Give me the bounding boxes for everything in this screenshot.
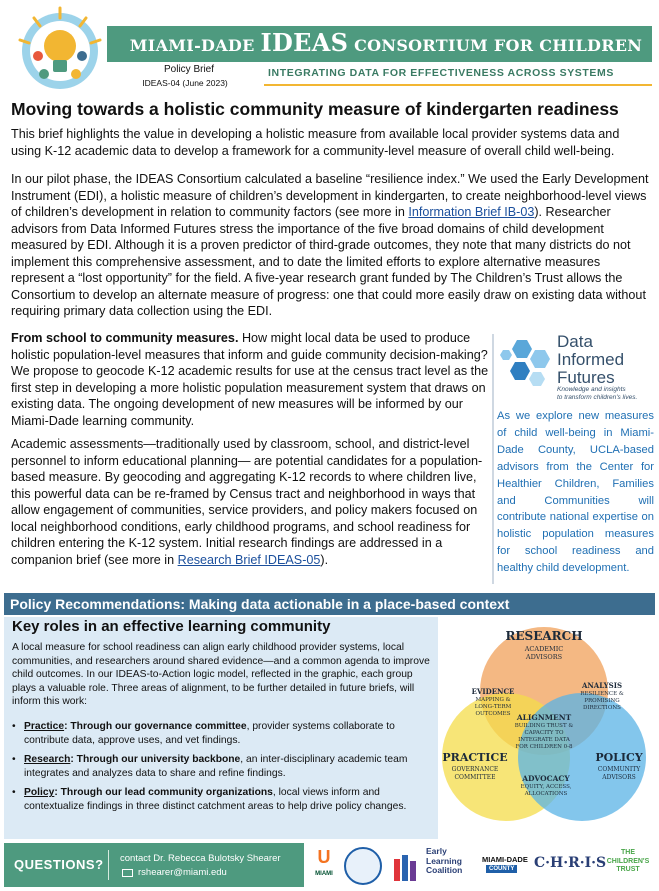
elc-line2: Learning xyxy=(426,855,462,866)
list-item xyxy=(12,720,432,747)
contact-block xyxy=(120,852,281,880)
venn-research-sub1: ACADEMIC xyxy=(524,645,564,653)
venn-analysis-label: ANALYSIS xyxy=(581,681,623,690)
pilot-text-after: ). Researcher advisors from Data Informed Futures stress the importance of the five broad domains of child development measured by EDI. Although it is a proven predictor of third-grade outcomes, they note that many districts do not implement this comprehensive assessment, and to date the limited efforts to explore alternative measures represent a “lost opportunity” for the field. A five-year research grant funded by The Children’s Trust allows the Consortium to develop an alternate measure of progress: one that could more easily draw on existing data without requiring primary data collection using the EDI. xyxy=(11,205,646,318)
elc-line1: Early xyxy=(426,846,447,856)
venn-analysis-sub1: RESILIENCE & xyxy=(580,691,624,697)
school-paragraph xyxy=(11,330,489,429)
venn-advocacy-sub2: ALLOCATIONS xyxy=(524,791,568,797)
mdc-logo-text: MIAMI-DADE xyxy=(482,855,528,864)
footer-divider xyxy=(108,850,109,880)
questions-label: QUESTIONS? xyxy=(14,857,104,872)
dif-line2: Informed xyxy=(557,350,625,369)
venn-diagram xyxy=(436,617,656,840)
venn-alignment-sub2: CAPACITY TO xyxy=(524,730,564,736)
venn-practice-sub1: GOVERNANCE xyxy=(451,766,499,773)
venn-alignment-sub1: BUILDING TRUST & xyxy=(514,723,574,729)
sidebar-note: As we explore new measures of child well-being in Miami-Dade County, UCLA-based advisors from the Center for Healthier Children, Families and Communities will contribute national expertise on holistic population measures for school readiness and healthy child development. xyxy=(497,410,654,575)
dif-line1: Data xyxy=(557,332,593,351)
list-item xyxy=(12,753,432,780)
dif-sub2: to transform children's lives. xyxy=(557,394,638,401)
header-title xyxy=(120,29,652,60)
data-informed-futures-logo-icon xyxy=(499,336,555,392)
pilot-paragraph xyxy=(11,171,652,320)
research-brief-link[interactable]: Research Brief IDEAS-05 xyxy=(177,552,321,567)
venn-evidence-sub2: LONG-TERM xyxy=(474,704,512,710)
um-logo-text: MIAMI xyxy=(315,871,333,877)
contact-email-link[interactable]: rshearer@miami.edu xyxy=(138,867,227,878)
venn-advocacy-label: ADVOCACY xyxy=(522,774,570,783)
trust-line1: THE xyxy=(621,849,635,856)
venn-analysis-sub xyxy=(566,691,638,712)
venn-advocacy-sub1: EQUITY, ACCESS, xyxy=(520,784,572,790)
bullet-bold: : Through our governance committee xyxy=(64,721,247,732)
elc-line3: Coalition xyxy=(426,865,463,875)
assessments-paragraph xyxy=(11,436,489,568)
venn-evidence-label: EVIDENCE xyxy=(471,687,515,696)
bullet-bold: : Through our lead community organizations xyxy=(54,787,273,799)
dif-sub1: Knowledge and insights xyxy=(557,386,626,393)
dif-line3: Futures xyxy=(557,368,615,387)
lightbulb-logo-icon xyxy=(14,6,106,92)
header-title-pre: MIAMI-DADE xyxy=(129,36,261,55)
bullet-label: Policy xyxy=(24,787,55,799)
venn-practice-label: PRACTICE xyxy=(442,751,508,764)
bullet-label: Research xyxy=(24,754,71,766)
bullet-text: , local views inform and contextualize findings in three distinct catchment areas to help drive policy changes. xyxy=(24,787,407,812)
key-roles-list xyxy=(12,720,432,820)
contact-email-row xyxy=(120,866,281,880)
venn-alignment-sub xyxy=(500,723,588,751)
venn-research-label: RESEARCH xyxy=(505,629,583,643)
bullet-bold: : Through our university backbone xyxy=(70,754,241,766)
tagline: INTEGRATING DATA FOR EFFECTIVENESS ACROSS SYSTEMS xyxy=(268,67,614,79)
trust-line3: TRUST xyxy=(616,866,640,873)
venn-research-sub2: ADVISORS xyxy=(525,653,563,661)
chris-logo: C·H·R·I·S xyxy=(534,855,607,871)
venn-research-sub xyxy=(496,645,592,661)
dif-logo-sub xyxy=(557,386,637,402)
county-seal-icon xyxy=(344,847,382,885)
partner-logos xyxy=(310,845,655,887)
venn-evidence-sub1: MAPPING & xyxy=(475,697,511,703)
venn-policy-sub1: COMMUNITY xyxy=(597,766,641,773)
list-item xyxy=(12,786,432,813)
venn-practice-sub xyxy=(440,766,510,782)
header-title-ideas: IDEAS xyxy=(260,28,349,57)
information-brief-link[interactable]: Information Brief IB-03 xyxy=(408,205,535,219)
venn-policy-sub2: ADVISORS xyxy=(602,774,636,781)
sidebar-divider xyxy=(492,334,494,584)
venn-evidence-sub3: OUTCOMES xyxy=(475,711,511,717)
assessments-text-before: Academic assessments—traditionally used by classroom, school, and district-level personnel to inform educational planning— are potential candidates for a population-based measure. By geocoding and aggregating K-12 records to where children live, this powerful data can be re-framed by Census tract and neighborhood in ways that allow engagement of communities, service providers, and policy makers focused on local neighborhood conditions, early childhood programs, and school readiness for children entering the K-12 system. Initial research findings are addressed in a companion brief (see more in xyxy=(11,437,483,567)
venn-policy-sub xyxy=(586,766,652,782)
bullet-text: , provider systems collaborate to contribute data, approve uses, and vet findings. xyxy=(24,721,395,746)
page-title: Moving towards a holistic community measure of kindergarten readiness xyxy=(11,99,619,119)
venn-advocacy-sub xyxy=(506,784,586,798)
venn-practice-sub2: COMMITTEE xyxy=(454,774,496,781)
school-text: How might local data be used to produce holistic population-level measures that inform and guide community decision-making? We propose to geocode K-12 academic results for use at the census tract level as the first step in developing a more holistic population measurement system that draws on existing data. The ongoing development of new measures will be informed by our Miami-Dade learning community. xyxy=(11,331,489,428)
contact-name: contact Dr. Rebecca Bulotsky Shearer xyxy=(120,853,281,864)
childrens-trust-logo xyxy=(602,849,654,875)
venn-alignment-label: ALIGNMENT xyxy=(516,713,572,722)
venn-alignment-sub3: INTEGRATE DATA xyxy=(518,737,570,743)
school-lead: From school to community measures. xyxy=(11,331,239,345)
assessments-text-after: ). xyxy=(320,552,329,567)
venn-analysis-sub3: DIRECTIONS xyxy=(583,705,621,711)
um-logo-icon: U xyxy=(317,847,331,867)
email-icon xyxy=(122,869,133,877)
brief-label: Policy Brief xyxy=(163,64,214,75)
books-icon xyxy=(394,853,424,881)
bullet-text: , an inter-disciplinary academic team integrates and analyzes data to share and refine findings. xyxy=(24,754,408,779)
pilot-text-before: In our pilot phase, the IDEAS Consortium calculated a baseline “resilience index.” We used the Early Development Instrument (EDI), a holistic measure of children’s development in kindergarten, to create neighborhood-level views of children’s development in relation to community factors (see more in xyxy=(11,172,649,219)
mdc-logo-sub: COUNTY xyxy=(486,865,517,873)
header-title-post: CONSORTIUM FOR CHILDREN xyxy=(348,36,643,55)
policy-bar-title: Policy Recommendations: Making data actionable in a place-based context xyxy=(10,596,510,612)
bullet-label: Practice xyxy=(24,721,65,732)
elc-logo-text xyxy=(426,847,462,876)
key-roles-title: Key roles in an effective learning community xyxy=(12,618,331,635)
intro-paragraph: This brief highlights the value in developing a holistic measure from available local provider systems data and using K-12 academic data to develop a framework for a community-level measure of overall child well-being. xyxy=(11,127,620,158)
venn-alignment-sub4: FOR CHILDREN 0-8 xyxy=(515,744,573,750)
header xyxy=(0,0,659,96)
trust-line2: CHILDREN'S xyxy=(606,857,650,865)
venn-analysis-sub2: PROMISING xyxy=(584,698,620,704)
key-roles-intro: A local measure for school readiness can align early childhood provider systems, local communities, and researchers around shared evidence—and a common agenda to improve child outcomes. In our IDEAS-to-Action logic model, reflected in the graphic, each group plays a valuable role. Three areas of alignment, to be further detailed in future briefs, will inform this work: xyxy=(12,642,430,708)
dif-logo-text xyxy=(557,333,624,387)
brief-number: IDEAS-04 (June 2023) xyxy=(142,78,228,88)
venn-policy-label: POLICY xyxy=(595,751,643,764)
